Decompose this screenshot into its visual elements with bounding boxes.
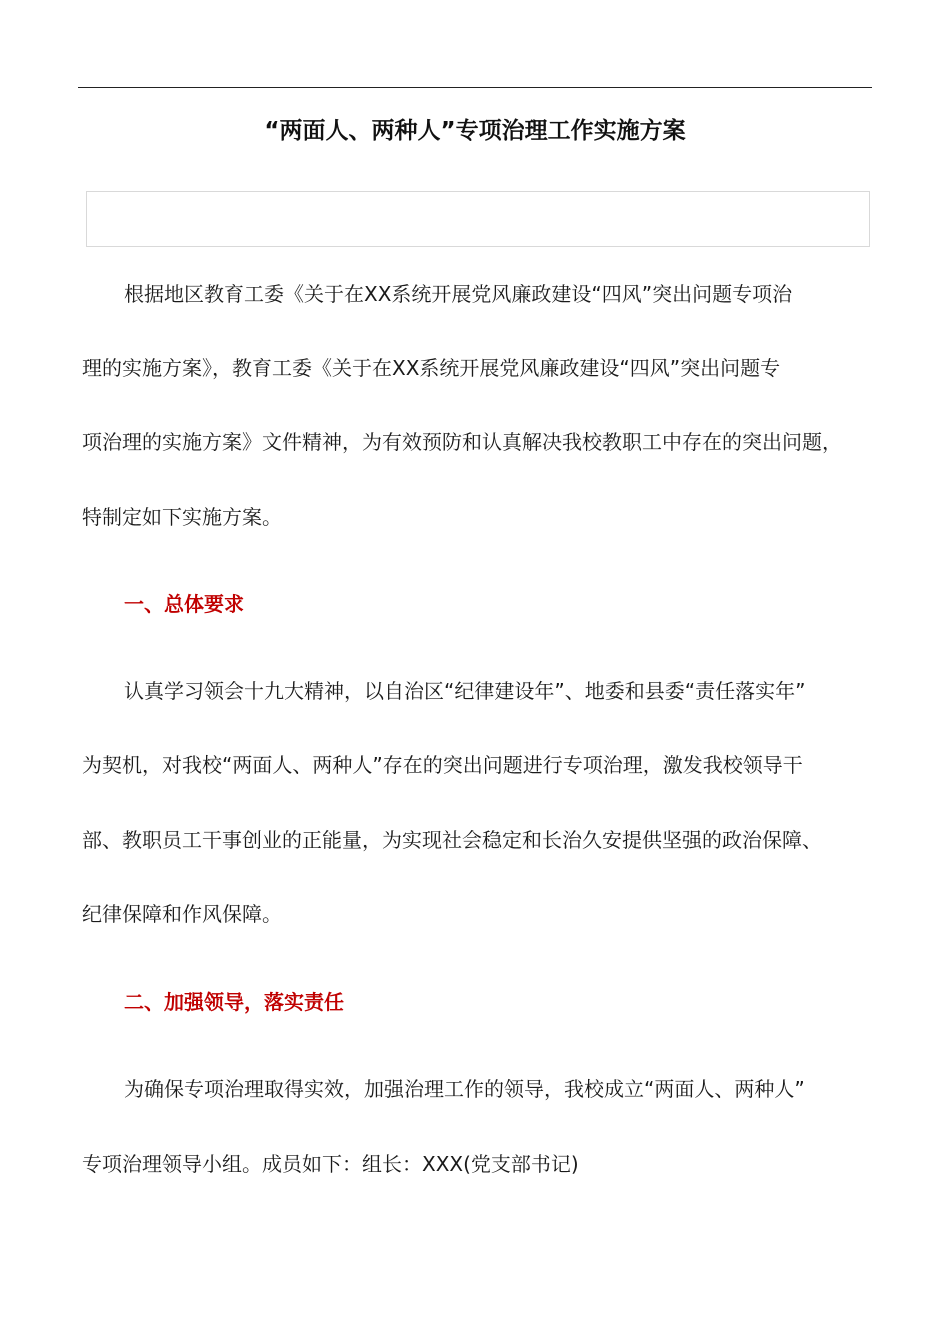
section2-line-1: 为确保专项治理取得实效，加强治理工作的领导，我校成立“两面人、两种人” [124,1077,805,1101]
section2-line-2: 专项治理领导小组。成员如下：组长：XXX(党支部书记) [82,1152,579,1176]
section-heading-1: 一、总体要求 [124,592,244,616]
intro-line-1: 根据地区教育工委《关于在XX系统开展党风廉政建设“四风”突出问题专项治 [124,282,793,306]
intro-line-4: 特制定如下实施方案。 [82,505,282,529]
section1-line-2: 为契机，对我校“两面人、两种人”存在的突出问题进行专项治理，激发我校领导干 [82,753,803,777]
section1-line-4: 纪律保障和作风保障。 [82,902,282,926]
blank-box [86,191,870,247]
section1-line-3: 部、教职员工干事创业的正能量，为实现社会稳定和长治久安提供坚强的政治保障、 [82,828,822,852]
section-heading-2: 二、加强领导，落实责任 [124,990,344,1014]
intro-line-3: 项治理的实施方案》文件精神，为有效预防和认真解决我校教职工中存在的突出问题， [82,430,842,454]
section1-line-1: 认真学习领会十九大精神，以自治区“纪律建设年”、地委和县委“责任落实年” [124,679,806,703]
header-rule [78,87,872,88]
document-title: “两面人、两种人”专项治理工作实施方案 [264,118,686,144]
intro-line-2: 理的实施方案》，教育工委《关于在XX系统开展党风廉政建设“四风”突出问题专 [82,356,781,380]
